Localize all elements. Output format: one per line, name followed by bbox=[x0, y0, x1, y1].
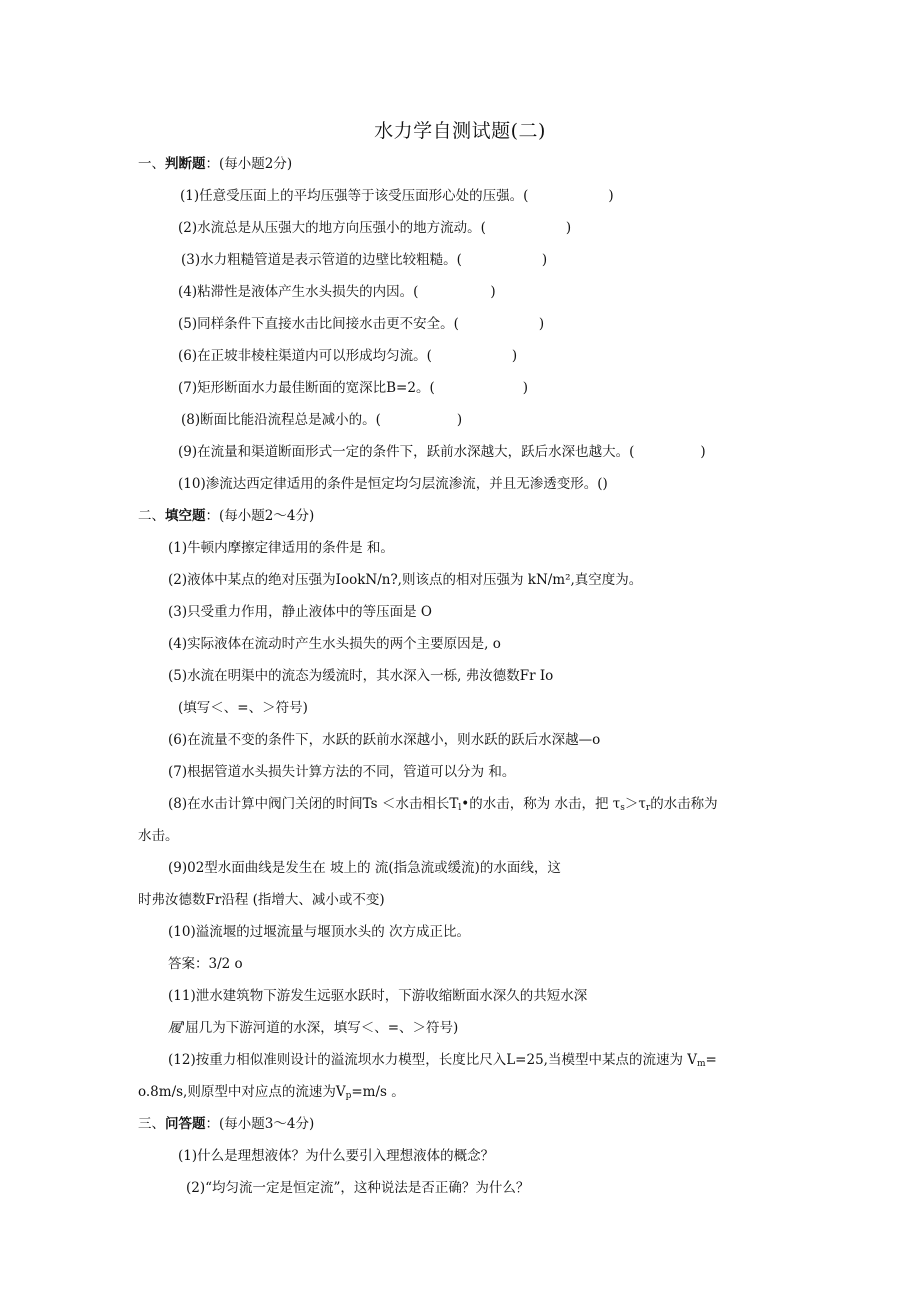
section-heading-judge: 一、判断题：(每小题2分) bbox=[138, 156, 293, 172]
fill-item: (4)实际液体在流动时产生水头损失的两个主要原因是, o bbox=[168, 636, 501, 652]
fill-item: (7)根据管道水头损失计算方法的不同，管道可以分为 和。 bbox=[168, 764, 516, 780]
fill-item: (9)02型水面曲线是发生在 坡上的 流(指急流或缓流)的水面线，这 bbox=[168, 860, 561, 876]
judge-item: (1)任意受压面上的平均压强等于该受压面形心处的压强。( ) bbox=[180, 188, 614, 204]
judge-item: (9)在流量和渠道断面形式一定的条件下，跃前水深越大，跃后水深也越大。( ) bbox=[178, 444, 706, 460]
qa-item: (1)什么是理想液体？为什么要引入理想液体的概念？ bbox=[178, 1148, 495, 1164]
fill-item: (3)只受重力作用，静止液体中的等压面是 O bbox=[168, 604, 432, 620]
judge-item: (10)渗流达西定律适用的条件是恒定均匀层流渗流，并且无渗透变形。() bbox=[178, 476, 608, 492]
fill-item-continued: 履'屈几为下游河道的水深，填写＜、=、＞符号) bbox=[168, 1020, 459, 1036]
fill-item: (10)溢流堰的过堰流量与堰顶水头的 次方成正比。 bbox=[168, 924, 471, 940]
fill-item: (2)液体中某点的绝对压强为IookN/n?,则该点的相对压强为 kN/m²,真空度为。 bbox=[168, 572, 643, 588]
judge-item: (5)同样条件下直接水击比间接水击更不安全。( ) bbox=[178, 316, 545, 332]
fill-item: (6)在流量不变的条件下，水跃的跃前水深越小，则水跃的跃后水深越—o bbox=[168, 732, 601, 748]
fill-item: (1)牛顿内摩擦定律适用的条件是 和。 bbox=[168, 540, 394, 556]
qa-item: (2)“均匀流一定是恒定流”，这种说法是否正确？为什么？ bbox=[186, 1180, 530, 1196]
judge-item: (7)矩形断面水力最佳断面的宽深比B=2。( ) bbox=[178, 380, 528, 396]
answer-text: 答案：3/2 o bbox=[168, 956, 243, 972]
fill-item-continued: o.8m/s,则原型中对应点的流速为$V_p=m/s$ 。 bbox=[138, 1084, 405, 1101]
judge-item: (2)水流总是从压强大的地方向压强小的地方流动。( ) bbox=[178, 220, 572, 236]
fill-item: (8)在水击计算中阀门关闭的时间Ts ＜水击相长$T_l•$的水击，称为 水击，把 $\tau_s>\tau_r$的水击称为 bbox=[168, 796, 718, 813]
judge-item: (8)断面比能沿流程总是减小的。( ) bbox=[181, 412, 463, 428]
fill-item-hint: (填写＜、=、＞符号) bbox=[178, 700, 308, 716]
section-heading-fill: 二、填空题：(每小题2～4分) bbox=[138, 508, 315, 524]
page-title: 水力学自测试题(二) bbox=[374, 120, 546, 142]
judge-item: (6)在正坡非棱柱渠道内可以形成均匀流。( ) bbox=[178, 348, 518, 364]
fill-item: (5)水流在明渠中的流态为缓流时，其水深入一栎, 弗汝德数Fr Io bbox=[168, 668, 554, 684]
fill-item-continued: 时弗汝德数Fr沿程 (指增大、减小或不变) bbox=[138, 892, 385, 908]
judge-item: (3)水力粗糙管道是表示管道的边壁比较粗糙。( ) bbox=[181, 252, 548, 268]
fill-item-continued: 水击。 bbox=[138, 828, 179, 844]
judge-item: (4)粘滞性是液体产生水头损失的内因。( ) bbox=[178, 284, 496, 300]
fill-item: (12)按重力相似准则设计的溢流坝水力模型，长度比尺入L=25,当模型中某点的流速为 $V_m=$ bbox=[168, 1052, 717, 1069]
fill-item: (11)泄水建筑物下游发生远驱水跃时，下游收缩断面水深久的共短水深 bbox=[168, 988, 588, 1004]
section-heading-qa: 三、问答题：(每小题3～4分) bbox=[138, 1116, 315, 1132]
